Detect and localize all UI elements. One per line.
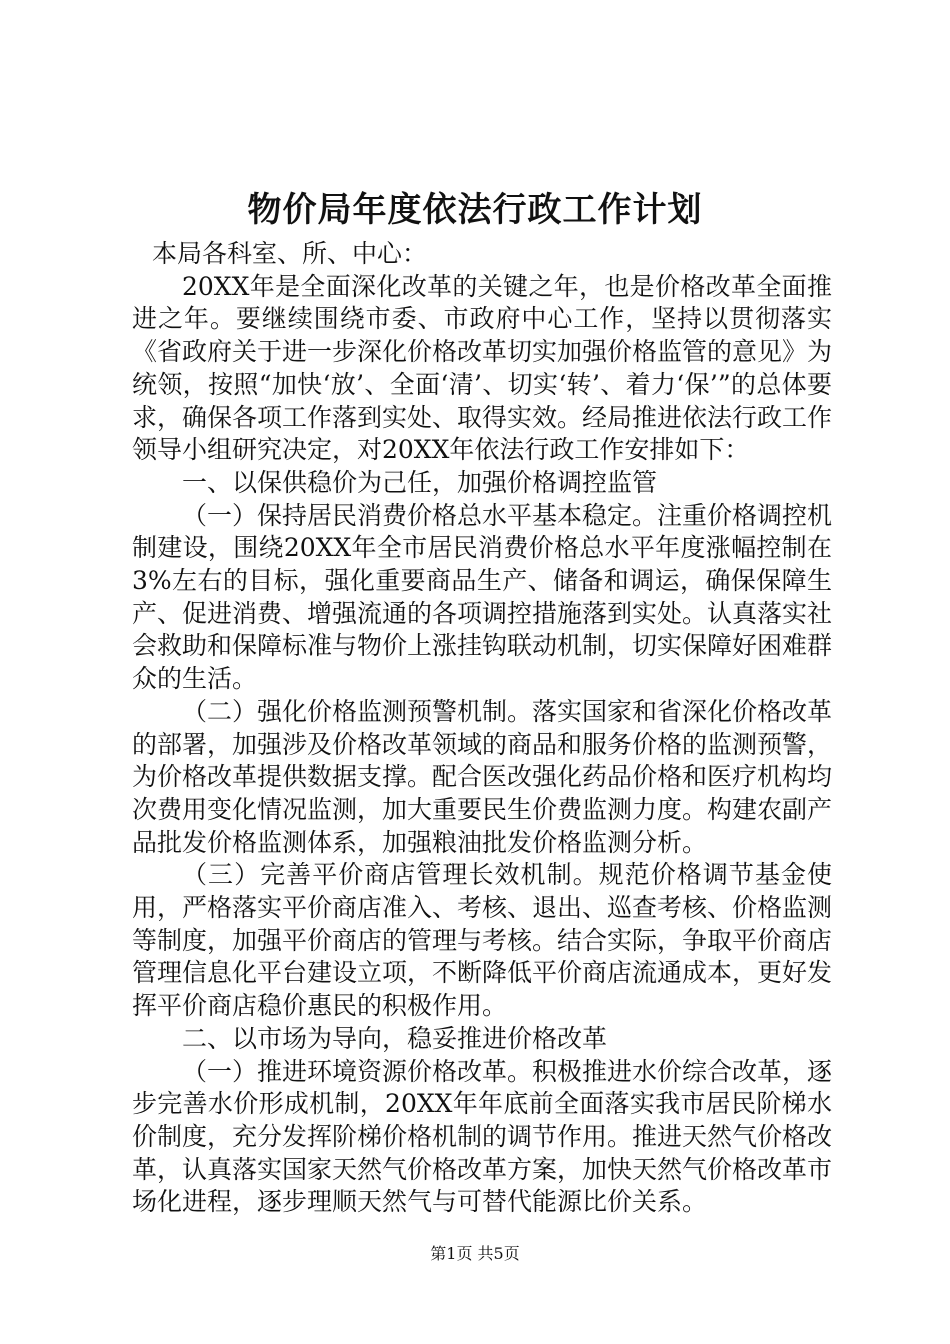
document-title: 物价局年度依法行政工作计划: [247, 190, 703, 230]
paragraph-1-2: （二）强化价格监测预警机制。落实国家和省深化价格改革的部署，加强涉及价格改革领域的商品和服务价格的监测预警，为价格改革提供数据支撑。配合医改强化药品价格和医疗机构均次费用变化情况监测，加大重要民生价费监测力度。构建农副产品批发价格监测体系，加强粮油批发价格监测分析。: [132, 696, 833, 857]
document-body: [132, 238, 832, 1219]
paragraph-2-1: （一）推进环境资源价格改革。积极推进水价综合改革，逐步完善水价形成机制，20XX年年底前全面落实我市居民阶梯水价制度，充分发挥阶梯价格机制的调节作用。推进天然气价格改革，认真落实国家天然气价格改革方案，加快天然气价格改革市场化进程，逐步理顺天然气与可替代能源比价关系。: [132, 1056, 833, 1217]
page-number-footer: 第1页 共5页: [430, 1244, 520, 1263]
section-heading-1: 一、以保供稳价为己任，加强价格调控监管: [182, 467, 658, 497]
salutation: 本局各科室、所、中心：: [152, 239, 428, 268]
section-heading-2: 二、以市场为导向，稳妥推进价格改革: [182, 1023, 608, 1053]
intro-paragraph: 20XX年是全面深化改革的关键之年，也是价格改革全面推进之年。要继续围绕市委、市政府中心工作，坚持以贯彻落实《省政府关于进一步深化价格改革切实加强价格监管的意见》为统领，按照“加快‘放’、全面‘清’、切实‘转’、着力‘保’”的总体要求，确保各项工作落到实处、取得实效。经局推进依法行政工作领导小组研究决定，对20XX年依法行政工作安排如下：: [132, 271, 833, 465]
paragraph-1-3: （三）完善平价商店管理长效机制。规范价格调节基金使用，严格落实平价商店准入、考核、退出、巡查考核、价格监测等制度，加强平价商店的管理与考核。结合实际，争取平价商店管理信息化平台建设立项，不断降低平价商店流通成本，更好发挥平价商店稳价惠民的积极作用。: [132, 860, 833, 1021]
paragraph-1-1: （一）保持居民消费价格总水平基本稳定。注重价格调控机制建设，围绕20XX年全市居民消费价格总水平年度涨幅控制在3%左右的目标，强化重要商品生产、储备和调运，确保保障生产、促进消费、增强流通的各项调控措施落到实处。认真落实社会救助和保障标准与物价上涨挂钩联动机制，切实保障好困难群众的生活。: [132, 500, 833, 694]
